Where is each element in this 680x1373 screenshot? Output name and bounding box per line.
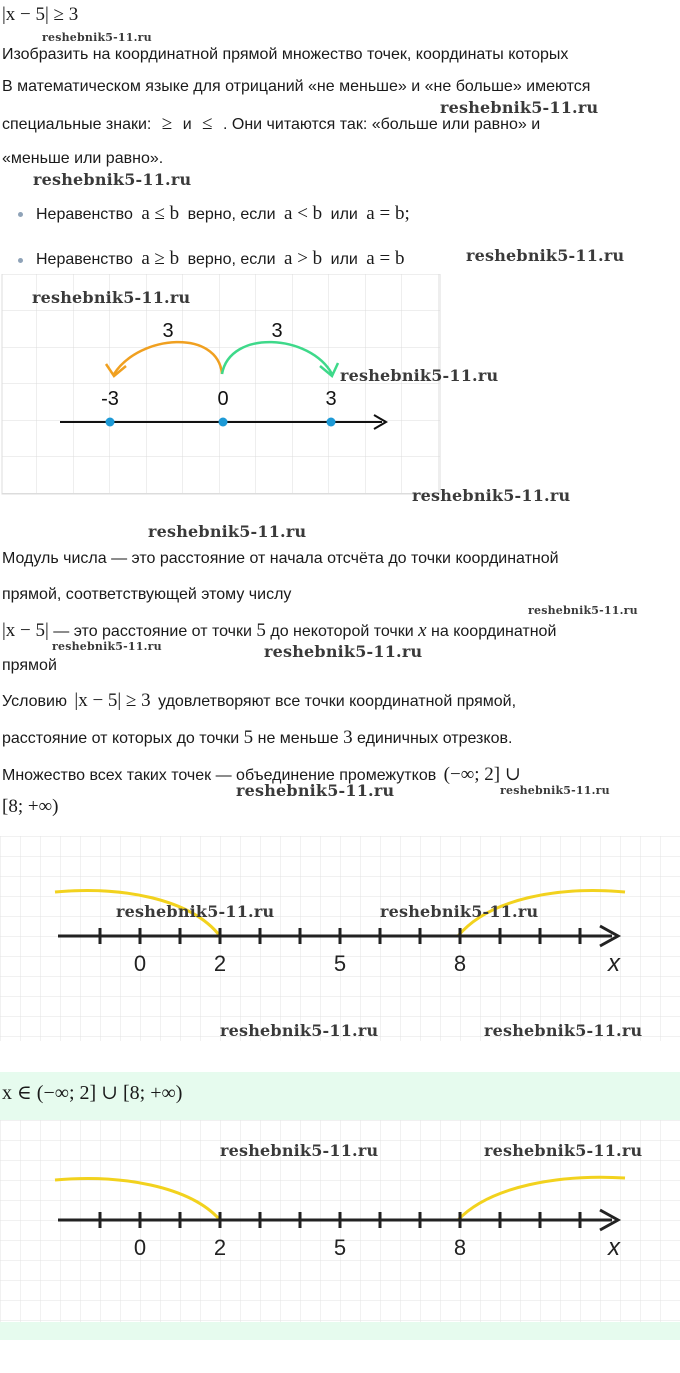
watermark: reshebnik5-11.ru: [236, 781, 395, 800]
watermark: reshebnik5-11.ru: [264, 642, 423, 661]
tick-label-0: 0: [133, 951, 147, 976]
bullet-item-1: Неравенство a ≤ b верно, если a < b или a = b;: [36, 203, 410, 224]
explanation-line-4: прямой: [2, 657, 57, 674]
answer-text: x ∈ (−∞; 2] ∪ [8; +∞): [2, 1082, 183, 1104]
watermark: reshebnik5-11.ru: [33, 170, 192, 189]
watermark: reshebnik5-11.ru: [340, 366, 499, 385]
bullet-dot: [18, 212, 23, 217]
explanation-line-7: Множество всех таких точек — объединение промежутков (−∞; 2] ∪: [2, 764, 521, 785]
solution-number-line: [0, 836, 680, 1041]
answer-band-bottom: [0, 1322, 680, 1340]
point-label-0: 0: [217, 388, 229, 410]
explanation-line-5: Условию |x − 5| ≥ 3 удовлетворяют все точки координатной прямой,: [2, 690, 517, 711]
watermark: reshebnik5-11.ru: [528, 604, 638, 617]
explanation-line-1: Модуль числа — это расстояние от начала отсчёта до точки координатной: [2, 550, 559, 567]
watermark: reshebnik5-11.ru: [42, 31, 152, 44]
tick-label-8: 8: [453, 1235, 467, 1260]
point-minus3: [106, 418, 115, 427]
point-3: [327, 418, 336, 427]
axis-x-label: x: [608, 950, 620, 977]
task-inequality: |x − 5| ≥ 3: [2, 4, 79, 25]
intro-line-2: специальные знаки: ≥ и ≤ . Они читаются так: «больше или равно» и: [2, 113, 541, 134]
intro-line-1: В математическом языке для отрицаний «не меньше» и «не больше» имеются: [2, 78, 591, 95]
explanation-line-3: |x − 5| — это расстояние от точки 5 до некоторой точки x на координатной: [2, 620, 557, 641]
bullet-item-2: Неравенство a ≥ b верно, если a > b или a = b: [36, 248, 405, 269]
tick-label-5: 5: [333, 951, 347, 976]
task-instruction: Изобразить на координатной прямой множество точек, координаты которых: [2, 46, 569, 63]
explanation-line-6: расстояние от которых до точки 5 не меньше 3 единичных отрезков.: [2, 727, 513, 748]
explanation-line-8: [8; +∞): [2, 796, 59, 817]
point-label-3: 3: [325, 388, 337, 410]
watermark: reshebnik5-11.ru: [440, 98, 599, 117]
watermark: reshebnik5-11.ru: [220, 1021, 379, 1040]
tick-label-5: 5: [333, 1235, 347, 1260]
watermark: reshebnik5-11.ru: [148, 522, 307, 541]
intro-line-3: «меньше или равно».: [2, 150, 164, 167]
watermark: reshebnik5-11.ru: [32, 288, 191, 307]
watermark: reshebnik5-11.ru: [380, 902, 539, 921]
watermark: reshebnik5-11.ru: [116, 902, 275, 921]
watermark: reshebnik5-11.ru: [484, 1021, 643, 1040]
tick-label-0: 0: [133, 1235, 147, 1260]
point-0: [219, 418, 228, 427]
watermark: reshebnik5-11.ru: [484, 1141, 643, 1160]
watermark: reshebnik5-11.ru: [220, 1141, 379, 1160]
watermark: reshebnik5-11.ru: [466, 246, 625, 265]
tick-label-2: 2: [213, 1235, 227, 1260]
watermark: reshebnik5-11.ru: [52, 640, 162, 653]
distance-diagram: [0, 274, 442, 496]
bullet-dot: [18, 258, 23, 263]
tick-label-2: 2: [213, 951, 227, 976]
jump-right-label: 3: [271, 320, 283, 342]
jump-left-label: 3: [162, 320, 174, 342]
point-label-minus3: -3: [101, 388, 119, 410]
axis-x-label: x: [608, 1234, 620, 1261]
explanation-line-2: прямой, соответствующей этому числу: [2, 586, 292, 603]
tick-label-8: 8: [453, 951, 467, 976]
watermark: reshebnik5-11.ru: [412, 486, 571, 505]
watermark: reshebnik5-11.ru: [500, 784, 610, 797]
